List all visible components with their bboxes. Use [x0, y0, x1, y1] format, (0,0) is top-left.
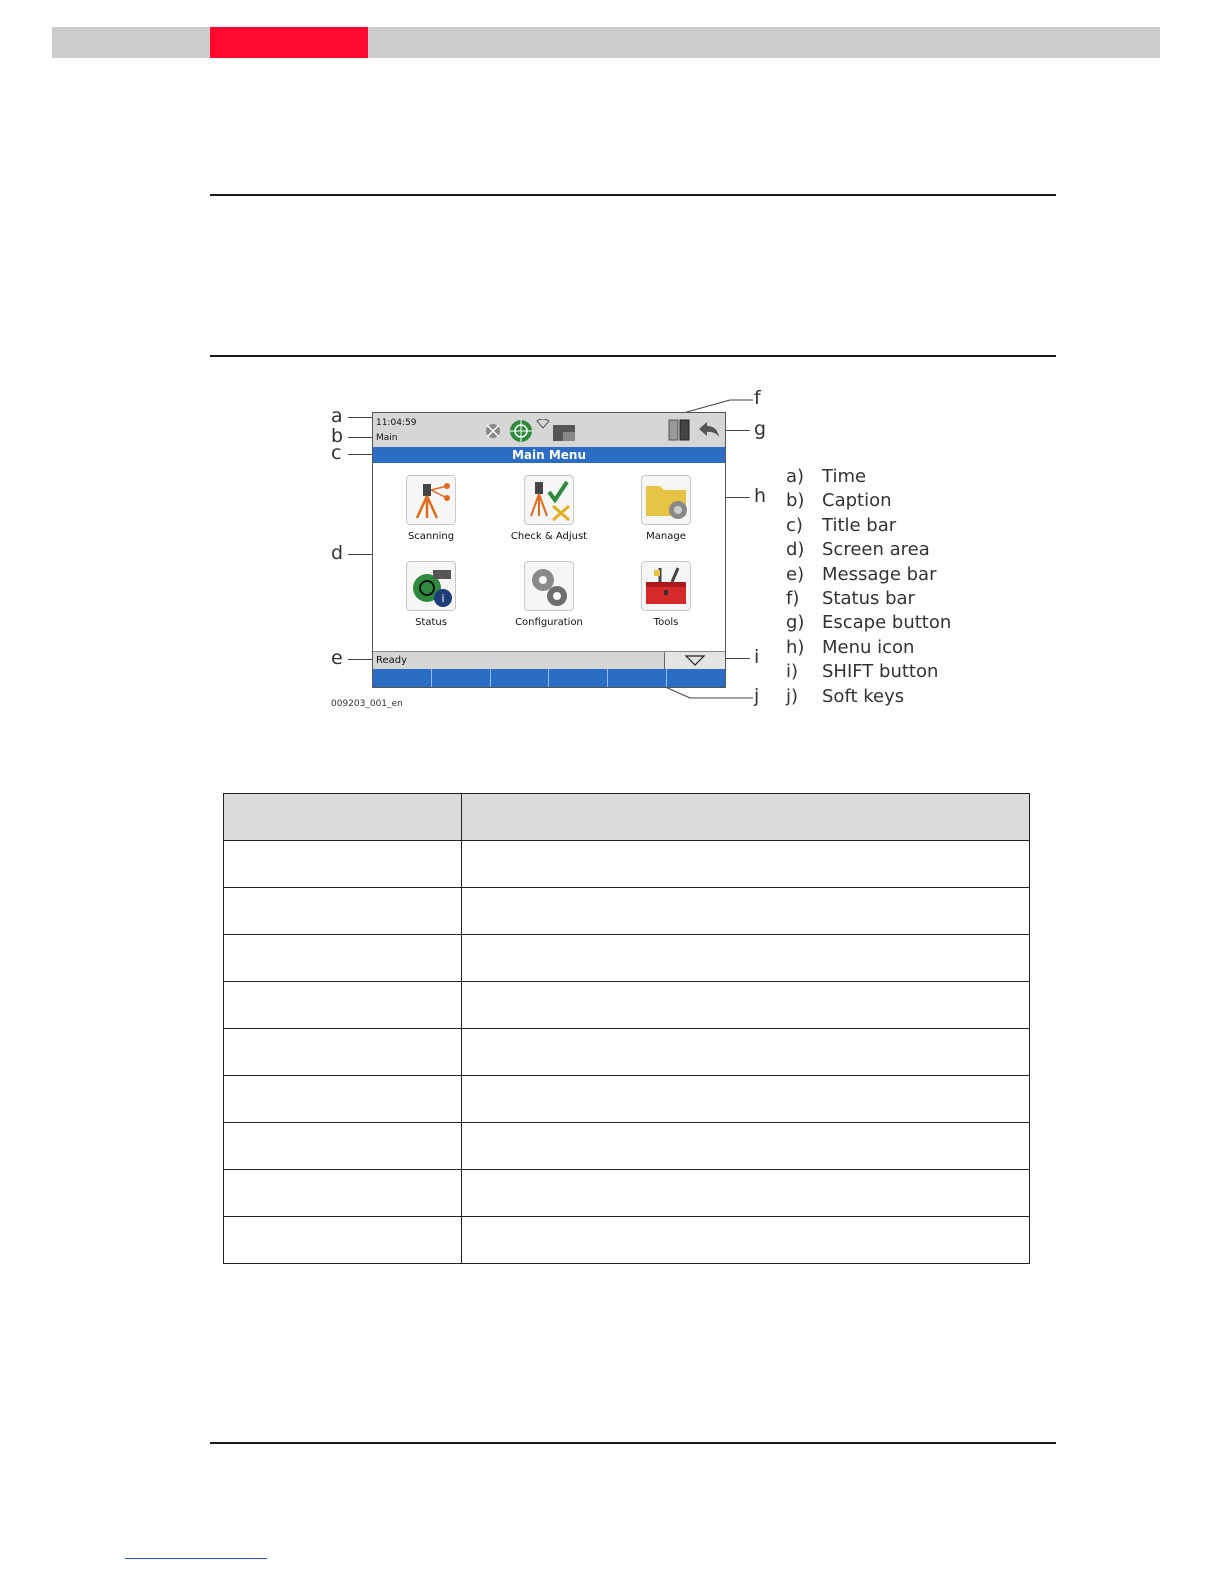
table-cell: [462, 935, 1030, 982]
callout-j: j: [754, 685, 760, 707]
legend-item: g) Escape button: [786, 612, 952, 634]
menu-item-configuration[interactable]: Configuration: [499, 561, 599, 628]
table-cell: [462, 1123, 1030, 1170]
table-cell: [462, 841, 1030, 888]
menu-item-check-adjust[interactable]: Check & Adjust: [499, 475, 599, 542]
svg-text:i: i: [441, 592, 445, 605]
time-display: 11:04:59: [376, 418, 417, 428]
section-rule-middle: [210, 355, 1056, 357]
figure-legend: [786, 466, 951, 710]
table-row: [224, 888, 1030, 935]
table-cell: [462, 1217, 1030, 1264]
softkey-1[interactable]: [373, 669, 432, 687]
triangle-down-icon: [665, 652, 725, 669]
softkeys-bar: [373, 669, 725, 687]
table-cell: [224, 1076, 462, 1123]
callout-i: i: [754, 646, 760, 668]
header-accent: [210, 27, 368, 58]
leader-a: [348, 417, 374, 418]
table-cell: [462, 1076, 1030, 1123]
device-screen: [372, 412, 726, 688]
table-cell: [224, 1170, 462, 1217]
callout-g: g: [754, 418, 767, 440]
leader-e: [348, 659, 374, 660]
legend-item: a) Time: [786, 466, 867, 487]
table-row: [224, 982, 1030, 1029]
section-rule-top: [210, 194, 1056, 196]
softkey-4[interactable]: [549, 669, 608, 687]
menu-item-tools[interactable]: Tools: [616, 561, 716, 628]
softkey-6[interactable]: [667, 669, 725, 687]
leader-b: [348, 437, 374, 438]
title-bar: Main Menu: [373, 447, 725, 463]
callout-d: d: [331, 542, 344, 564]
satellite-icon: [486, 424, 500, 438]
table-header-cell: [462, 794, 1030, 841]
figure-id: 009203_001_en: [331, 699, 403, 709]
menu-item-scanning[interactable]: Scanning: [381, 475, 481, 542]
legend-item: i) SHIFT button: [786, 661, 939, 683]
shift-button[interactable]: [664, 652, 725, 669]
callout-f: f: [754, 387, 761, 409]
table-cell: [224, 1029, 462, 1076]
table-cell: [224, 1217, 462, 1264]
softkey-3[interactable]: [491, 669, 550, 687]
legend-item: b) Caption: [786, 490, 892, 512]
status-icon: [406, 561, 456, 611]
legend-item: d) Screen area: [786, 539, 930, 561]
status-bar: [373, 413, 725, 447]
legend-item: j) Soft keys: [786, 685, 905, 707]
table-row: [224, 1123, 1030, 1170]
table-cell: [224, 1123, 462, 1170]
table-cell: [462, 1029, 1030, 1076]
callout-h: h: [754, 485, 767, 507]
footer-link-underline[interactable]: [125, 1558, 267, 1559]
legend-item: f) Status bar: [786, 587, 915, 609]
section-rule-bottom: [210, 1442, 1056, 1444]
table-cell: [224, 935, 462, 982]
table-header-cell: [224, 794, 462, 841]
callout-a: a: [331, 405, 343, 427]
legend-item: h) Menu icon: [786, 636, 915, 658]
table-row: [224, 841, 1030, 888]
table-cell: [462, 982, 1030, 1029]
table-row: [224, 935, 1030, 982]
gears-icon: [524, 561, 574, 611]
battery-icon: [669, 420, 689, 440]
table-row: [224, 1170, 1030, 1217]
menu-item-status[interactable]: i Status: [381, 561, 481, 628]
message-bar: [373, 651, 725, 669]
leader-c: [348, 454, 374, 455]
menu-item-manage[interactable]: Manage: [616, 475, 716, 542]
status-icons: [483, 419, 583, 445]
table-cell: [462, 888, 1030, 935]
callout-b: b: [331, 425, 344, 447]
screen-area: [373, 463, 725, 651]
toolbox-icon: [641, 561, 691, 611]
message-text: Ready: [376, 655, 408, 666]
table-row: [224, 1217, 1030, 1264]
legend-item: c) Title bar: [786, 514, 897, 536]
escape-icon[interactable]: [695, 419, 723, 441]
description-table: [223, 793, 1030, 1264]
table-row: [224, 1029, 1030, 1076]
table-row: [224, 1076, 1030, 1123]
softkey-5[interactable]: [608, 669, 667, 687]
table-cell: [462, 1170, 1030, 1217]
table-cell: [224, 888, 462, 935]
header-band: [52, 27, 1160, 58]
wifi-icon: [537, 419, 549, 428]
caption-display: Main: [376, 433, 398, 443]
legend-item: e) Message bar: [786, 563, 937, 585]
table-cell: [224, 841, 462, 888]
table-cell: [224, 982, 462, 1029]
check-adjust-icon: [524, 475, 574, 525]
callout-c: c: [331, 442, 342, 464]
memory-card-icon: [553, 425, 575, 441]
target-icon: [510, 420, 532, 442]
scanning-icon: [406, 475, 456, 525]
table-header-row: [224, 794, 1030, 841]
callout-e: e: [331, 647, 343, 669]
manage-folder-icon: [641, 475, 691, 525]
softkey-2[interactable]: [432, 669, 491, 687]
